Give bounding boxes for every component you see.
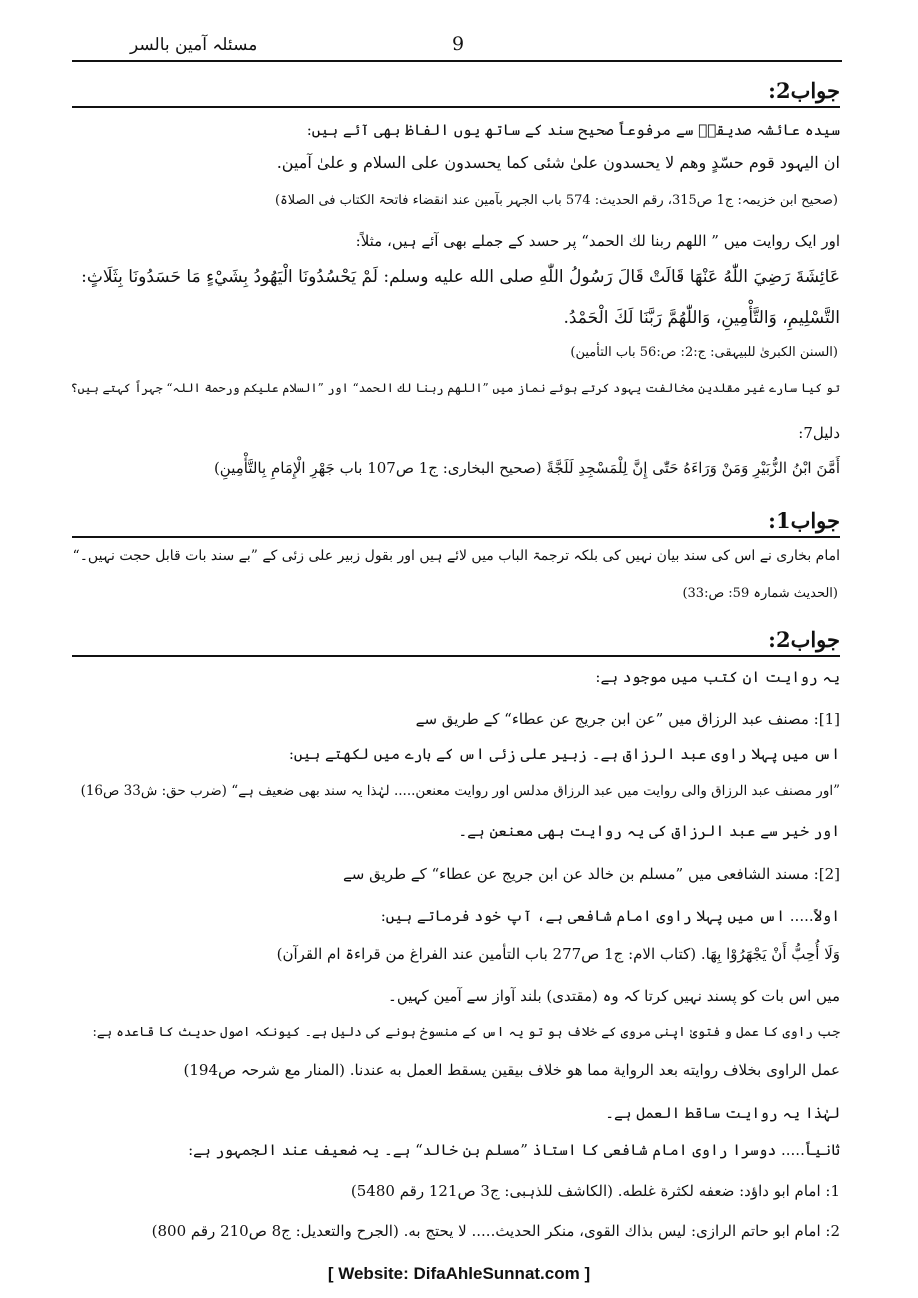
body-line: جب راوی کا عمل و فتویٰ اپنی مروی کے خلاف ہو تو یہ اس کے منسوخ ہونے کی دلیل ہے۔ کیونکہ اصول حدیث کا قاعدہ ہے: (92, 1025, 840, 1040)
body-line: امام بخاری نے اس کی سند بیان نہیں کی بلکہ ترجمۃ الباب میں لائے ہیں اور بقول زبیر علی زئی کے ”بے سند بات قابل حجت نہیں۔“ (72, 548, 840, 564)
body-line: تو کیا سارے غیر مقلدین مخالفت یہود کرتے ہوئے نماز میں ”اللهم ربنا لك الحمد“ اور ”السلام علیکم ورحمة اللہ“ جہراً کہتے ہیں؟ (70, 381, 840, 395)
body-line: اولاً..... اس میں پہلا راوی امام شافعی ہے، آپ خود فرماتے ہیں: (380, 907, 840, 925)
evidence-heading: دلیل7: (798, 424, 840, 442)
body-line: لہٰذا یہ روایت ساقط العمل ہے۔ (605, 1104, 840, 1122)
narrator-item: 1: امام ابو داؤد: ضعفه لکثرة غلطه. (الکاشف للذہبی: ج3 ص121 رقم 5480) (350, 1182, 840, 1200)
arabic-line: عَائِشَةَ رَضِيَ اللّٰهُ عَنْهَا قَالَتْ قَالَ رَسُولُ اللّٰهِ صلى الله عليه وسلم: لَمْ يَحْسُدُونَا الْيَهُودُ بِشَيْءٍ مَا حَسَدُونَا بِثَلَاثٍ: (81, 267, 840, 287)
answer-heading: جواب2: (768, 78, 840, 103)
heading-rule (72, 655, 840, 657)
body-line: میں اس بات کو پسند نہیں کرتا کہ وہ (مقتدی) بلند آواز سے آمین کہیں۔ (388, 987, 840, 1005)
citation: (الحدیث شمارہ 59: ص:33) (682, 586, 838, 601)
arabic-line: ان الیہود قوم حسّدٍ وھم لا یحسدون علیٰ شئی کما یحسدون علی السلام و علیٰ آمین. (276, 153, 840, 172)
body-line: اور ایک روایت میں ” اللهم ربنا لك الحمد“ پر حسد کے جملے بھی آئے ہیں، مثلاً: (355, 232, 840, 250)
header-rule (72, 60, 842, 62)
body-line: اور خیر سے عبد الرزاق کی یہ روایت بھی معنعن ہے۔ (458, 822, 840, 840)
body-line: یہ روایت ان کتب میں موجود ہے: (595, 668, 840, 686)
narrator-item: 2: امام ابو حاتم الرازی: لیس بذاك القوی، منکر الحدیث..... لا یحتج به. (الجرح والتعدیل: ج8 ص210 رقم 800) (151, 1222, 840, 1240)
body-line: اس میں پہلا راوی عبد الرزاق ہے۔ زبیر علی زئی اس کے بارے میں لکھتے ہیں: (288, 745, 840, 763)
body-line: سیدہ عائشہ صدیقہؓ سے مرفوعاً صحیح سند کے ساتھ یوں الفاظ بھی آئے ہیں: (306, 121, 840, 139)
arabic-line: أَمَّنَ ابْنُ الزُّبَيْرِ وَمَنْ وَرَاءَهُ حَتّٰى إِنَّ لِلْمَسْجِدِ لَلَجَّةً (صحیح البخاری: ج1 ص107 باب جَهْرِ الْإِمَامِ بِالتَّأْمِينِ) (213, 459, 840, 477)
body-line: ثانیاً..... دوسرا راوی امام شافعی کا استاذ ”مسلم بن خالد“ ہے۔ یہ ضعیف عند الجمہور ہے: (188, 1141, 840, 1159)
arabic-line: عمل الراوی بخلاف روایته بعد الروایة مما هو خلاف بیقین یسقط العمل به عندنا. (المنار مع شرحہ ص194) (183, 1061, 840, 1079)
answer-heading: جواب1: (768, 508, 840, 533)
heading-rule (72, 106, 840, 108)
quote-line: ”اور مصنف عبد الرزاق والی روایت میں عبد الرزاق مدلس اور روایت معنعن..... لہٰذا یہ سند بھی ضعیف ہے“ (ضرب حق: ش33 ص16) (80, 783, 840, 799)
website-footer: [ Website: DifaAhleSunnat.com ] (327, 1264, 591, 1283)
source-item: [2]: مسند الشافعی میں ”مسلم بن خالد عن ابن جریج عن عطاء“ کے طریق سے (342, 865, 840, 883)
arabic-line: التَّسْلِيمِ، وَالتَّأْمِينِ، وَاللّٰهُمَّ رَبَّنَا لَكَ الْحَمْدُ. (563, 308, 840, 328)
source-item: [1]: مصنف عبد الرزاق میں ”عن ابن جریج عن عطاء“ کے طریق سے (415, 710, 840, 728)
running-title: مسئلہ آمین بالسر (130, 35, 258, 55)
arabic-line: وَلَا أُحِبُّ أَنْ يَجْهَرُوْا بِهَا. (کتاب الام: ج1 ص277 باب التأمین عند الفراغ من قراءۃ ام القرآن) (276, 945, 840, 963)
citation: (السنن الکبریٰ للبیہقی: ج:2: ص:56 باب التأمین) (570, 345, 838, 360)
heading-rule (72, 536, 840, 538)
page-number: 9 (452, 33, 465, 55)
answer-heading: جواب2: (768, 627, 840, 652)
citation: (صحیح ابن خزیمہ: ج1 ص315، رقم الحدیث: 574 باب الجہر بآمین عند انقضاء فاتحۃ الکتاب فی الصلاۃ) (275, 193, 838, 208)
